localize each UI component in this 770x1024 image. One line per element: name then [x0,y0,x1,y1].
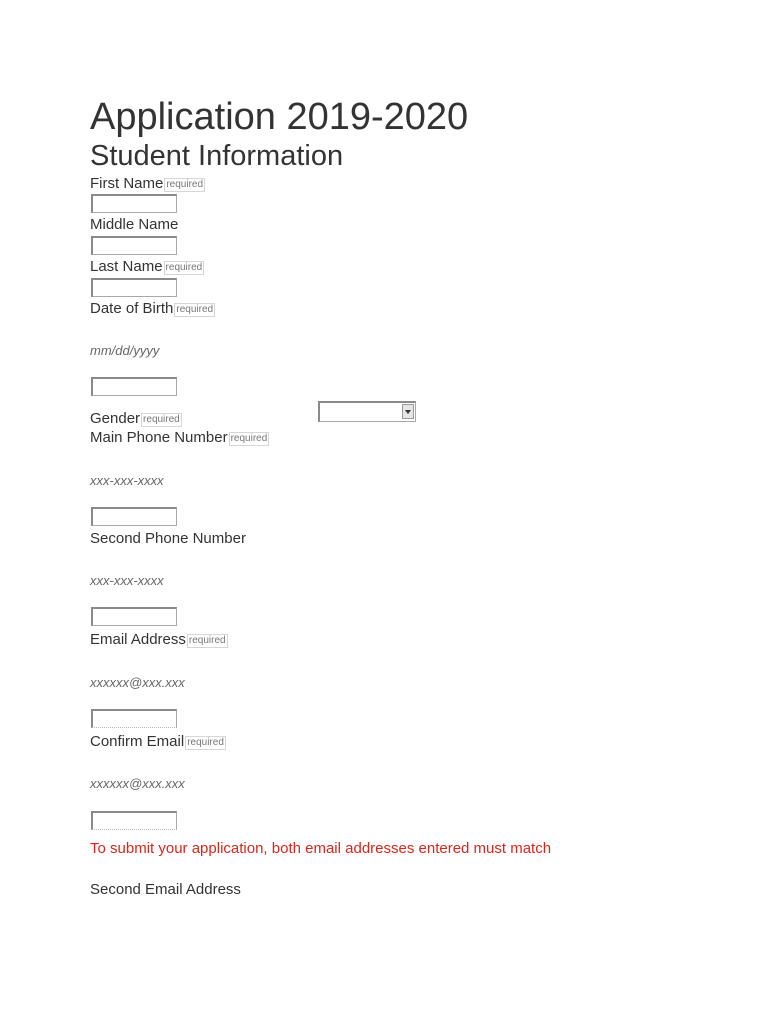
dob-label [90,300,215,318]
second-phone-label [90,530,246,548]
chevron-down-icon[interactable] [402,404,414,419]
middle-name-label [90,216,178,234]
main-phone-label [90,429,269,447]
required-badge: required [188,635,226,646]
section-title: Student Information [90,140,344,172]
confirm-email-input[interactable] [91,811,177,830]
middle-name-label-text: Middle Name [90,216,179,233]
email-format-hint: xxxxxx@xxx.xxx [90,675,185,690]
main-phone-input[interactable] [91,507,177,526]
main-phone-format-hint: xxx-xxx-xxxx [90,473,164,488]
second-phone-label-text: Second Phone Number [90,530,246,547]
gender-label-text: Gender [90,410,141,427]
required-badge: required [143,414,180,425]
first-name-label [90,175,205,193]
email-label-text: Email Address [90,631,186,648]
second-phone-format-hint: xxx-xxx-xxxx [90,573,164,588]
last-name-input[interactable] [91,278,177,297]
required-badge: required [165,262,203,273]
main-phone-label-text: Main Phone Number [90,429,228,446]
dob-input[interactable] [91,377,177,396]
required-badge: required [230,433,268,444]
gender-select[interactable] [318,401,416,422]
second-email-label-text: Second Email Address [90,881,241,898]
last-name-label [90,258,204,276]
required-badge: required [187,737,224,748]
email-input[interactable] [91,709,177,728]
dob-label-text: Date of Birth [90,300,174,317]
confirm-email-label [90,733,226,751]
confirm-email-format-hint: xxxxxx@xxx.xxx [90,776,185,791]
email-mismatch-warning: To submit your application, both email addresses entered must match [90,840,552,857]
first-name-label-text: First Name [90,175,164,192]
dob-format-hint: mm/dd/yyyy [90,343,160,358]
last-name-label-text: Last Name [90,258,163,275]
required-badge: required [176,304,214,315]
required-badge: required [166,179,204,190]
confirm-email-label-text: Confirm Email [90,733,185,750]
second-phone-input[interactable] [91,607,177,626]
second-email-label [90,881,241,899]
gender-label [90,410,182,428]
email-label [90,631,228,649]
first-name-input[interactable] [91,194,177,213]
middle-name-input[interactable] [91,236,177,255]
page-title: Application 2019-2020 [90,96,469,138]
